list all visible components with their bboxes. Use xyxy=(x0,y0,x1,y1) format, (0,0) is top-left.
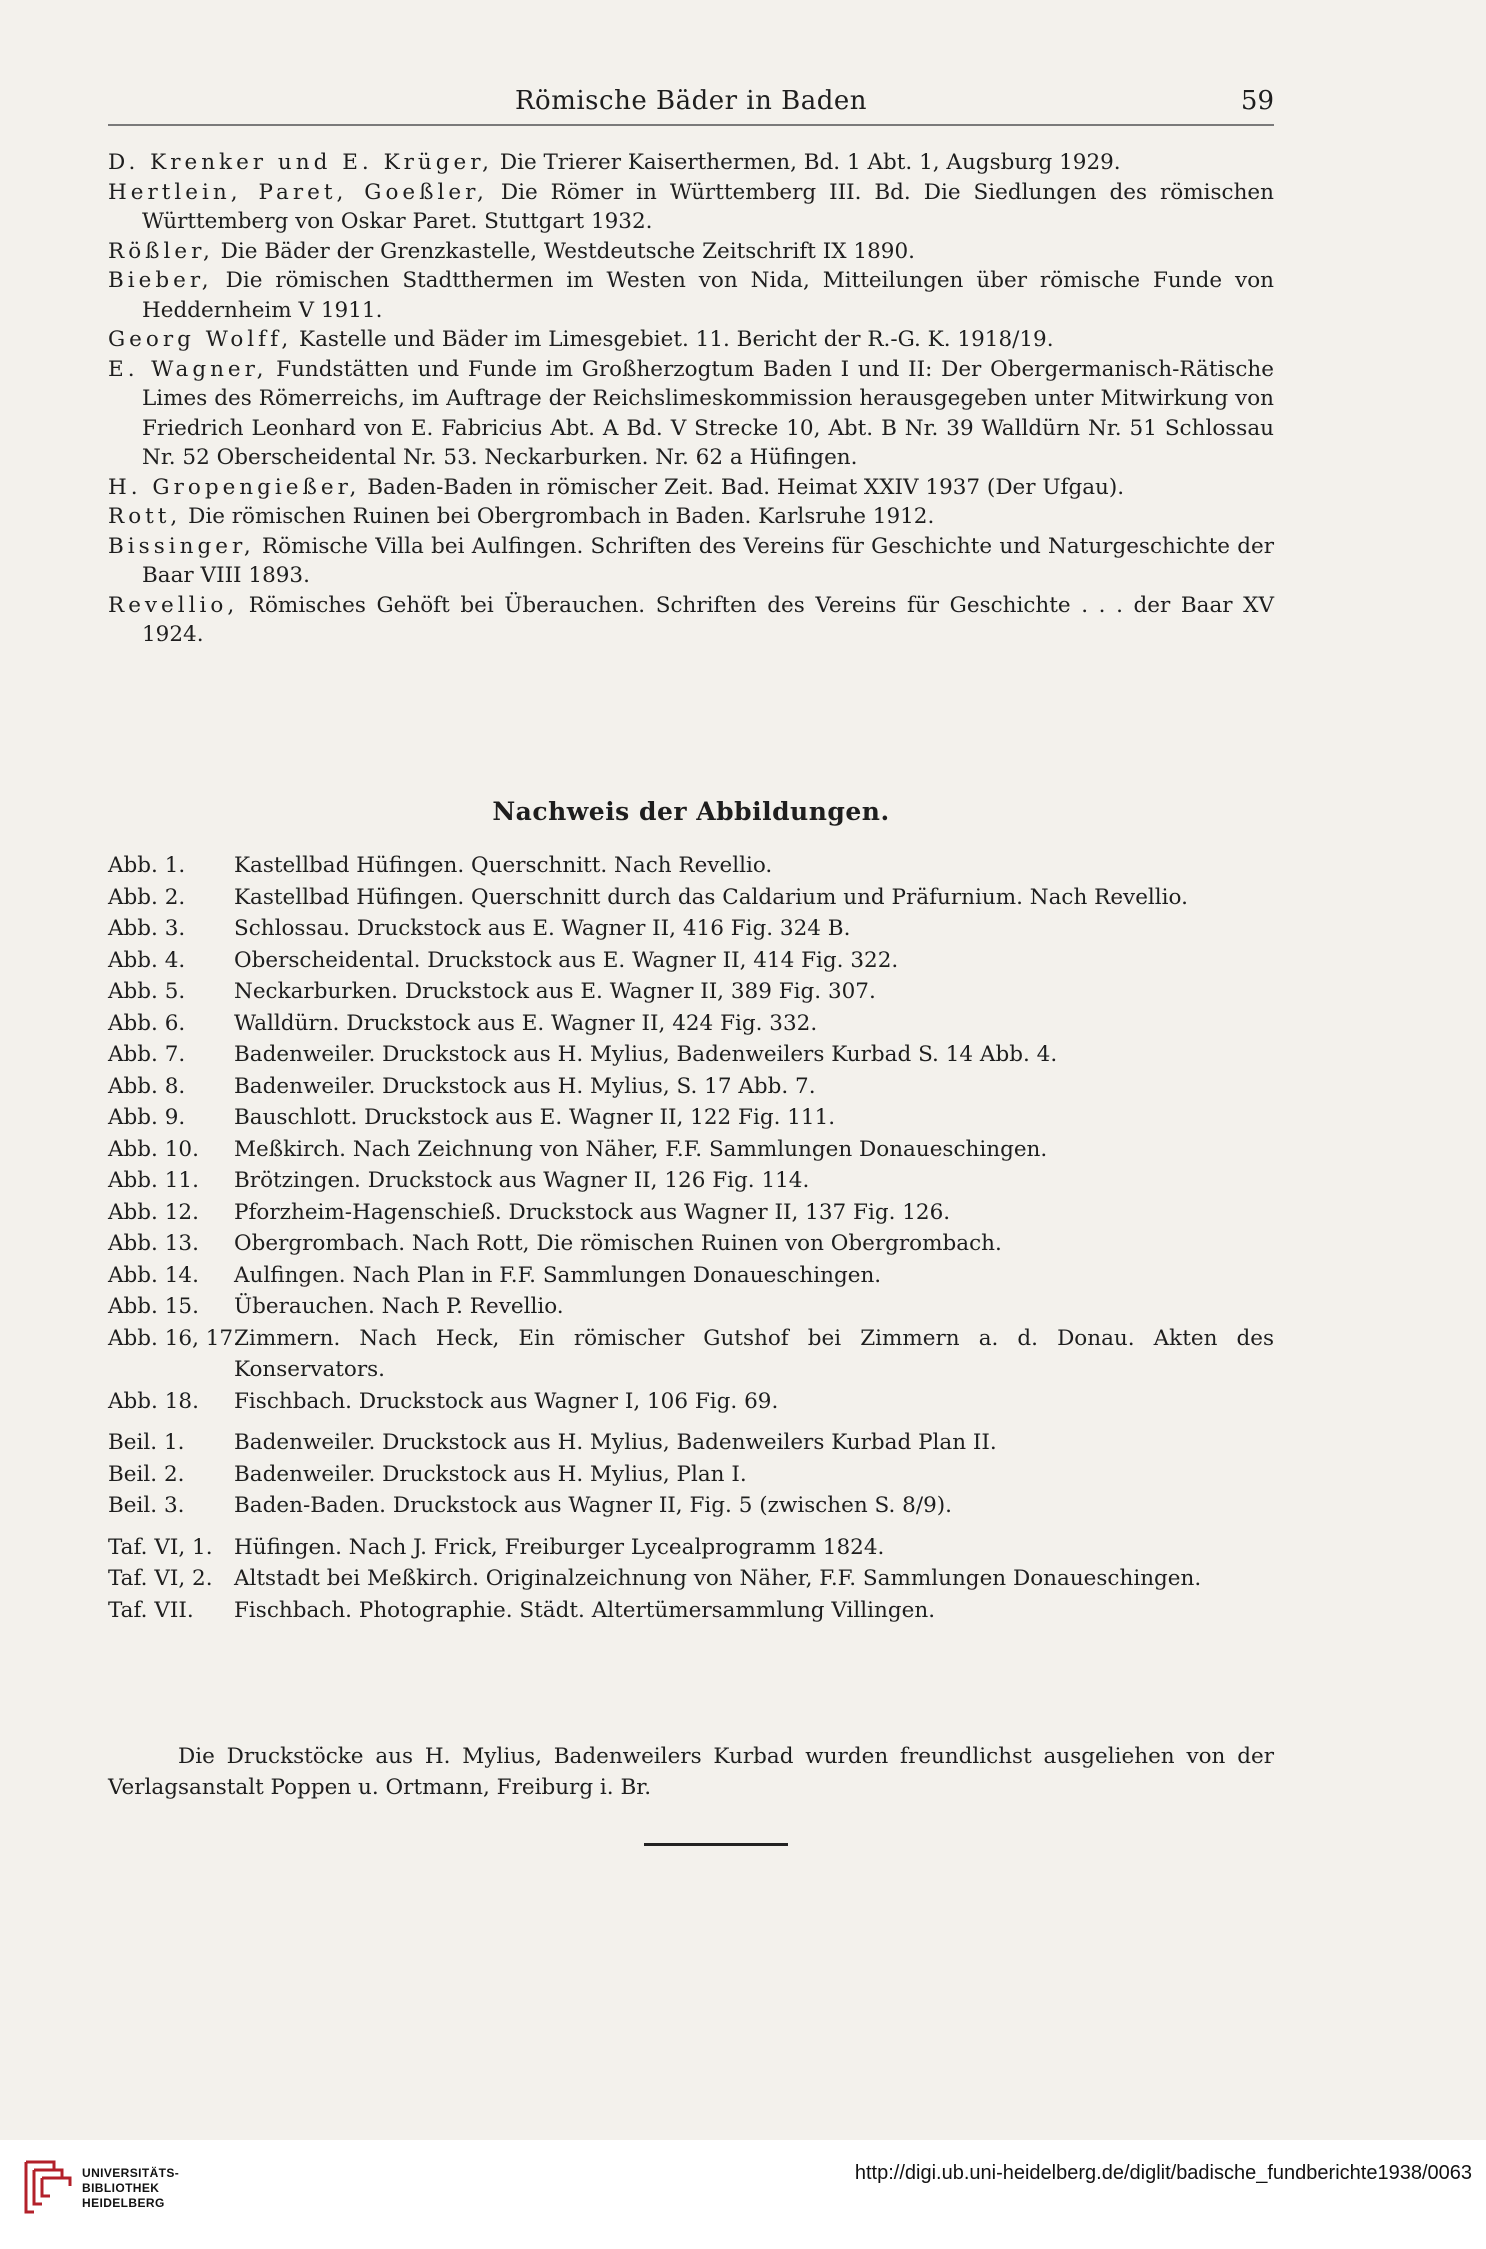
bib-text: Kastelle und Bäder im Limesgebiet. 11. Bericht der R.-G. K. 1918/19. xyxy=(292,327,1054,352)
tafel-label: Taf. VI, 1. xyxy=(108,1534,213,1560)
bib-author: E. Wagner, xyxy=(108,356,268,382)
beilage-label: Beil. 3. xyxy=(108,1493,185,1518)
figure-description: Walldürn. Druckstock aus E. Wagner II, 424 Fig. 332. xyxy=(234,1010,818,1036)
figure-credit-row xyxy=(108,1386,1274,1418)
figure-label: Abb. 6. xyxy=(108,1010,186,1036)
figure-label: Abb. 1. xyxy=(108,853,186,878)
figure-credit-row xyxy=(108,1260,1274,1292)
figure-credit-row xyxy=(108,1102,1274,1134)
figure-credit-row xyxy=(108,882,1274,914)
library-name xyxy=(82,2166,179,2211)
figure-credit-row xyxy=(108,1165,1274,1197)
figure-credit-row xyxy=(108,1039,1274,1071)
figure-description: Aulfingen. Nach Plan in F.F. Sammlungen Donaueschingen. xyxy=(234,1262,882,1288)
bibliography-entry xyxy=(108,237,1274,267)
figure-label: Abb. 4. xyxy=(108,947,186,973)
library-name-line: HEIDELBERG xyxy=(82,2196,165,2210)
figure-label: Abb. 15. xyxy=(108,1294,199,1319)
figure-credit-row xyxy=(108,1323,1274,1386)
figure-description: Obergrombach. Nach Rott, Die römischen Ruinen von Obergrombach. xyxy=(234,1231,1002,1256)
figure-description: Bauschlott. Druckstock aus E. Wagner II, 122 Fig. 111. xyxy=(234,1105,836,1130)
figure-description: Pforzheim-Hagenschieß. Druckstock aus Wagner II, 137 Fig. 126. xyxy=(234,1199,951,1225)
figure-credit-row xyxy=(108,850,1274,882)
figure-credit-row xyxy=(108,1008,1274,1040)
beilage-credit-row xyxy=(108,1427,1274,1459)
tafel-description: Fischbach. Photographie. Städt. Altertümersammlung Villingen. xyxy=(234,1597,936,1623)
library-name-line: UNIVERSITÄTS- xyxy=(82,2166,180,2180)
bib-author: D. Krenker und E. Krüger, xyxy=(108,150,493,175)
bib-author: Rößler, xyxy=(108,238,214,264)
bib-text: Die Römer in Württemberg III. Bd. Die Siedlungen des römischen Württemberg von Oskar Paret. Stuttgart 1932. xyxy=(142,179,1274,234)
figure-label: Abb. 3. xyxy=(108,916,186,941)
library-logo xyxy=(20,2150,200,2230)
tafel-description: Hüfingen. Nach J. Frick, Freiburger Lycealprogramm 1824. xyxy=(234,1534,885,1560)
figure-label: Abb. 14. xyxy=(108,1262,199,1288)
bib-text: Die Bäder der Grenzkastelle, Westdeutsche Zeitschrift IX 1890. xyxy=(213,238,915,264)
figure-description: Zimmern. Nach Heck, Ein römischer Gutshof bei Zimmern a. d. Donau. Akten des Konservators. xyxy=(234,1325,1274,1382)
figure-description: Oberscheidental. Druckstock aus E. Wagner II, 414 Fig. 322. xyxy=(234,947,899,973)
source-url-link[interactable]: http://digi.ub.uni-heidelberg.de/diglit/badische_fundberichte1938/0063 xyxy=(854,2162,1472,2184)
beilage-credit-row xyxy=(108,1490,1274,1522)
figure-label: Abb. 12. xyxy=(108,1199,199,1225)
figure-description: Überauchen. Nach P. Revellio. xyxy=(234,1294,564,1319)
figure-credit-row xyxy=(108,1197,1274,1229)
group-spacer xyxy=(108,1522,1274,1532)
library-seal-icon xyxy=(20,2152,74,2216)
running-title: Römische Bäder in Baden xyxy=(514,86,868,116)
bib-text: Die römischen Stadtthermen im Westen von Nida, Mitteilungen über römische Funde von Heddernheim V 1911. xyxy=(142,268,1274,323)
bibliography-entry xyxy=(108,325,1274,355)
bibliography-entry xyxy=(108,502,1274,532)
figure-label: Abb. 9. xyxy=(108,1105,186,1130)
library-footer xyxy=(0,2140,1486,2249)
bib-author: Hertlein, Paret, Goeßler, xyxy=(108,179,488,205)
bibliography-entry xyxy=(108,178,1274,237)
bib-text: Die Trierer Kaiserthermen, Bd. 1 Abt. 1, Augsburg 1929. xyxy=(493,150,1121,175)
end-rule xyxy=(644,1843,788,1846)
section-heading: Nachweis der Abbildungen. xyxy=(492,797,890,826)
page-number: 59 xyxy=(1240,86,1274,116)
bib-text: Römische Villa bei Aulfingen. Schriften des Vereins für Geschichte und Naturgeschichte der Baar VIII 1893. xyxy=(142,533,1274,588)
figure-description: Kastellbad Hüfingen. Querschnitt durch das Caldarium und Präfurnium. Nach Revellio. xyxy=(234,884,1188,910)
figure-label: Abb. 7. xyxy=(108,1042,186,1067)
figure-label: Abb. 2. xyxy=(108,884,186,910)
figure-description: Meßkirch. Nach Zeichnung von Näher, F.F. Sammlungen Donaueschingen. xyxy=(234,1136,1048,1162)
bib-author: Georg Wolff, xyxy=(108,327,293,352)
figure-description: Schlossau. Druckstock aus E. Wagner II, 416 Fig. 324 B. xyxy=(234,916,851,941)
figure-description: Neckarburken. Druckstock aus E. Wagner II, 389 Fig. 307. xyxy=(234,979,876,1004)
figure-description: Kastellbad Hüfingen. Querschnitt. Nach Revellio. xyxy=(234,853,773,878)
tafel-description: Altstadt bei Meßkirch. Originalzeichnung von Näher, F.F. Sammlungen Donaueschingen. xyxy=(234,1566,1202,1591)
figure-label: Abb. 8. xyxy=(108,1073,186,1099)
figure-label: Abb. 10. xyxy=(108,1136,199,1162)
bibliography-entry xyxy=(108,473,1274,503)
bib-author: H. Gropengießer, xyxy=(108,474,361,500)
library-name-line: BIBLIOTHEK xyxy=(82,2181,160,2195)
tafel-credit-row xyxy=(108,1563,1274,1595)
beilage-label: Beil. 1. xyxy=(108,1430,185,1455)
bibliography xyxy=(108,148,1274,650)
beilage-label: Beil. 2. xyxy=(108,1461,185,1487)
tafel-label: Taf. VI, 2. xyxy=(108,1566,213,1591)
figure-label: Abb. 18. xyxy=(108,1388,199,1414)
bib-author: Revellio, xyxy=(108,592,239,618)
acknowledgement-note: Die Druckstöcke aus H. Mylius, Badenweilers Kurbad wurden freundlichst ausgeliehen von der Verlagsanstalt Poppen u. Ortmann, Freiburg i. Br. xyxy=(108,1743,1274,1800)
figure-credit-row xyxy=(108,913,1274,945)
figure-description: Badenweiler. Druckstock aus H. Mylius, Badenweilers Kurbad S. 14 Abb. 4. xyxy=(234,1042,1058,1067)
figure-description: Brötzingen. Druckstock aus Wagner II, 126 Fig. 114. xyxy=(234,1168,810,1193)
tafel-label: Taf. VII. xyxy=(108,1597,194,1623)
figure-description: Fischbach. Druckstock aus Wagner I, 106 Fig. 69. xyxy=(234,1388,779,1414)
bib-text: Fundstätten und Funde im Großherzogtum Baden I und II: Der Obergermanisch-Rätische Limes des Römerreichs, im Auftrage der Reichslimeskommission herausgegeben unter Mitwirkung von Friedrich Leonhard von E. Fabricius Abt. A Bd. V Strecke 10, Abt. B Nr. 39 Walldürn Nr. 51 Schlossau Nr. 52 Oberscheidental Nr. 53. Neckarburken. Nr. 62 a Hüfingen. xyxy=(142,356,1275,470)
figure-credit-row xyxy=(108,1291,1274,1323)
tafel-credit-row xyxy=(108,1532,1274,1564)
figure-label: Abb. 11. xyxy=(108,1168,199,1193)
running-header xyxy=(108,84,1274,126)
bibliography-entry xyxy=(108,355,1274,473)
bib-author: Bissinger, xyxy=(108,533,255,559)
figure-credit-row xyxy=(108,945,1274,977)
beilage-description: Badenweiler. Druckstock aus H. Mylius, Plan I. xyxy=(234,1461,747,1487)
beilage-credit-row xyxy=(108,1459,1274,1491)
bib-text: Die römischen Ruinen bei Obergrombach in Baden. Karlsruhe 1912. xyxy=(181,504,935,529)
bibliography-entry xyxy=(108,532,1274,591)
bib-author: Rott, xyxy=(108,504,182,529)
figure-credits xyxy=(108,850,1274,1626)
bibliography-entry xyxy=(108,266,1274,325)
bibliography-entry xyxy=(108,148,1274,178)
group-spacer xyxy=(108,1417,1274,1427)
tafel-credit-row xyxy=(108,1595,1274,1627)
figure-credit-row xyxy=(108,1134,1274,1166)
bib-text: Baden-Baden in römischer Zeit. Bad. Heimat XXIV 1937 (Der Ufgau). xyxy=(360,474,1125,500)
figure-label: Abb. 13. xyxy=(108,1231,199,1256)
bibliography-entry xyxy=(108,591,1274,650)
beilage-description: Badenweiler. Druckstock aus H. Mylius, Badenweilers Kurbad Plan II. xyxy=(234,1430,997,1455)
figure-credit-row xyxy=(108,1071,1274,1103)
beilage-description: Baden-Baden. Druckstock aus Wagner II, Fig. 5 (zwischen S. 8/9). xyxy=(234,1493,952,1518)
figure-credit-row xyxy=(108,1228,1274,1260)
figure-label: Abb. 16, 17. xyxy=(108,1325,240,1351)
bib-author: Bieber, xyxy=(108,268,213,293)
figure-label: Abb. 5. xyxy=(108,979,186,1004)
figure-description: Badenweiler. Druckstock aus H. Mylius, S. 17 Abb. 7. xyxy=(234,1073,816,1099)
figure-credit-row xyxy=(108,976,1274,1008)
bib-text: Römisches Gehöft bei Überauchen. Schriften des Vereins für Geschichte . . . der Baar XV 1924. xyxy=(142,592,1274,647)
